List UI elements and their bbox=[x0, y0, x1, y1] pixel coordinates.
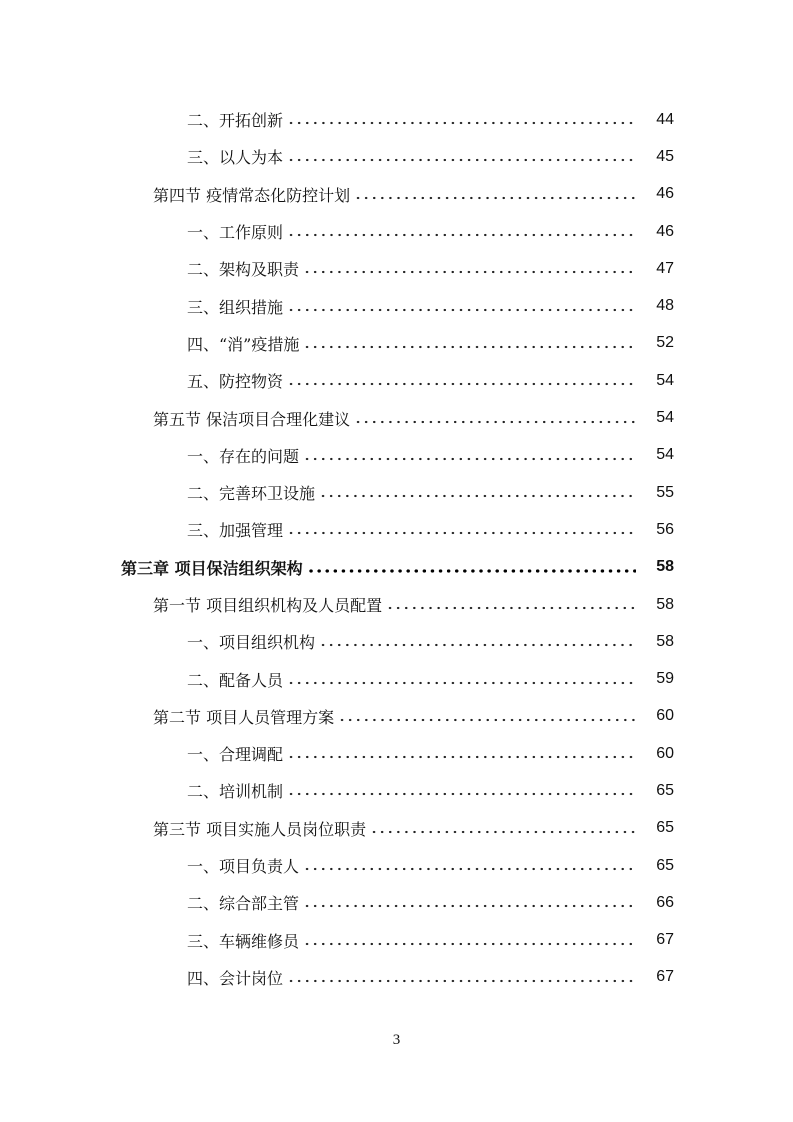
toc-entry-title: 一、项目负责人 bbox=[187, 857, 300, 877]
toc-leader-dots bbox=[303, 455, 636, 463]
toc-entry-title: 第二节 项目人员管理方案 bbox=[153, 707, 335, 727]
toc-entry-title: 三、加强管理 bbox=[187, 521, 284, 541]
toc-leader-dots bbox=[303, 940, 636, 948]
toc-entry-title: 二、架构及职责 bbox=[187, 260, 300, 280]
toc-leader-dots bbox=[319, 641, 636, 649]
toc-entry-title: 一、存在的问题 bbox=[187, 446, 300, 466]
toc-entry[interactable] bbox=[0, 586, 793, 623]
toc-entry[interactable] bbox=[0, 138, 793, 175]
toc-entry[interactable] bbox=[0, 101, 793, 138]
toc-entry-title: 一、项目组织机构 bbox=[187, 633, 316, 653]
toc-entry[interactable] bbox=[0, 884, 793, 921]
toc-leader-dots bbox=[370, 828, 636, 836]
toc-entry-page: 58 bbox=[656, 595, 674, 613]
toc-entry[interactable] bbox=[0, 549, 793, 586]
toc-leader-dots bbox=[338, 716, 636, 724]
toc-entry-title: 第四节 疫情常态化防控计划 bbox=[153, 185, 351, 205]
toc-entry[interactable] bbox=[0, 847, 793, 884]
toc-leader-dots bbox=[287, 306, 636, 314]
toc-entry-page: 66 bbox=[656, 893, 674, 911]
toc-entry-title: 四、会计岗位 bbox=[187, 968, 284, 988]
table-of-contents bbox=[0, 101, 793, 996]
toc-entry[interactable] bbox=[0, 772, 793, 809]
toc-entry-title: 二、完善环卫设施 bbox=[187, 484, 316, 504]
toc-entry[interactable] bbox=[0, 250, 793, 287]
toc-entry[interactable] bbox=[0, 362, 793, 399]
toc-entry-title: 第三章 项目保洁组织架构 bbox=[121, 558, 303, 578]
toc-entry[interactable] bbox=[0, 959, 793, 996]
toc-entry-page: 54 bbox=[656, 446, 674, 464]
toc-entry-title: 一、合理调配 bbox=[187, 745, 284, 765]
toc-entry-title: 三、组织措施 bbox=[187, 297, 284, 317]
toc-entry-title: 二、综合部主管 bbox=[187, 894, 300, 914]
toc-entry-title: 二、培训机制 bbox=[187, 782, 284, 802]
toc-entry-title: 五、防控物资 bbox=[187, 372, 284, 392]
toc-entry-page: 55 bbox=[656, 483, 674, 501]
toc-entry[interactable] bbox=[0, 623, 793, 660]
toc-leader-dots bbox=[307, 567, 636, 575]
toc-entry[interactable] bbox=[0, 325, 793, 362]
toc-entry-title: 三、以人为本 bbox=[187, 148, 284, 168]
toc-entry[interactable] bbox=[0, 735, 793, 772]
toc-entry-page: 60 bbox=[656, 744, 674, 762]
toc-leader-dots bbox=[287, 231, 636, 239]
toc-entry-page: 59 bbox=[656, 670, 674, 688]
toc-entry-page: 60 bbox=[656, 707, 674, 725]
toc-entry-page: 54 bbox=[656, 371, 674, 389]
toc-entry-page: 58 bbox=[656, 558, 674, 576]
toc-entry-title: 二、配备人员 bbox=[187, 670, 284, 690]
toc-entry[interactable] bbox=[0, 213, 793, 250]
toc-leader-dots bbox=[303, 865, 636, 873]
toc-entry[interactable] bbox=[0, 287, 793, 324]
toc-leader-dots bbox=[303, 268, 636, 276]
toc-leader-dots bbox=[287, 156, 636, 164]
toc-entry-page: 46 bbox=[656, 185, 674, 203]
toc-leader-dots bbox=[287, 529, 636, 537]
toc-entry-page: 65 bbox=[656, 781, 674, 799]
toc-leader-dots bbox=[386, 604, 636, 612]
toc-entry-title: 二、开拓创新 bbox=[187, 111, 284, 131]
toc-leader-dots bbox=[287, 977, 636, 985]
toc-leader-dots bbox=[354, 194, 636, 202]
toc-entry-page: 65 bbox=[656, 856, 674, 874]
toc-leader-dots bbox=[287, 119, 636, 127]
toc-entry[interactable] bbox=[0, 474, 793, 511]
toc-entry-title: 第五节 保洁项目合理化建议 bbox=[153, 409, 351, 429]
toc-entry-title: 三、车辆维修员 bbox=[187, 931, 300, 951]
toc-entry[interactable] bbox=[0, 176, 793, 213]
toc-entry-page: 44 bbox=[656, 110, 674, 128]
toc-entry-page: 65 bbox=[656, 819, 674, 837]
toc-leader-dots bbox=[319, 492, 636, 500]
toc-entry[interactable] bbox=[0, 660, 793, 697]
page-number: 3 bbox=[392, 1032, 401, 1048]
toc-entry-page: 58 bbox=[656, 632, 674, 650]
toc-entry[interactable] bbox=[0, 511, 793, 548]
toc-entry[interactable] bbox=[0, 399, 793, 436]
toc-leader-dots bbox=[354, 418, 636, 426]
toc-entry-title: 一、工作原则 bbox=[187, 223, 284, 243]
toc-entry-page: 67 bbox=[656, 931, 674, 949]
toc-entry-page: 67 bbox=[656, 968, 674, 986]
toc-leader-dots bbox=[287, 679, 636, 687]
toc-entry-page: 48 bbox=[656, 297, 674, 315]
toc-entry-title: 第三节 项目实施人员岗位职责 bbox=[153, 819, 367, 839]
toc-leader-dots bbox=[287, 790, 636, 798]
toc-entry-title: 四、“消”疫措施 bbox=[187, 334, 300, 354]
toc-entry-page: 52 bbox=[656, 334, 674, 352]
toc-entry-page: 46 bbox=[656, 222, 674, 240]
toc-entry-page: 54 bbox=[656, 409, 674, 427]
toc-entry-page: 47 bbox=[656, 259, 674, 277]
toc-leader-dots bbox=[287, 753, 636, 761]
toc-entry-page: 56 bbox=[656, 520, 674, 538]
toc-leader-dots bbox=[303, 902, 636, 910]
toc-leader-dots bbox=[303, 343, 636, 351]
toc-entry[interactable] bbox=[0, 437, 793, 474]
toc-entry-title: 第一节 项目组织机构及人员配置 bbox=[153, 596, 383, 615]
toc-entry[interactable] bbox=[0, 922, 793, 959]
toc-entry[interactable] bbox=[0, 810, 793, 847]
toc-entry-page: 45 bbox=[656, 147, 674, 165]
toc-leader-dots bbox=[287, 380, 636, 388]
toc-entry[interactable] bbox=[0, 698, 793, 735]
